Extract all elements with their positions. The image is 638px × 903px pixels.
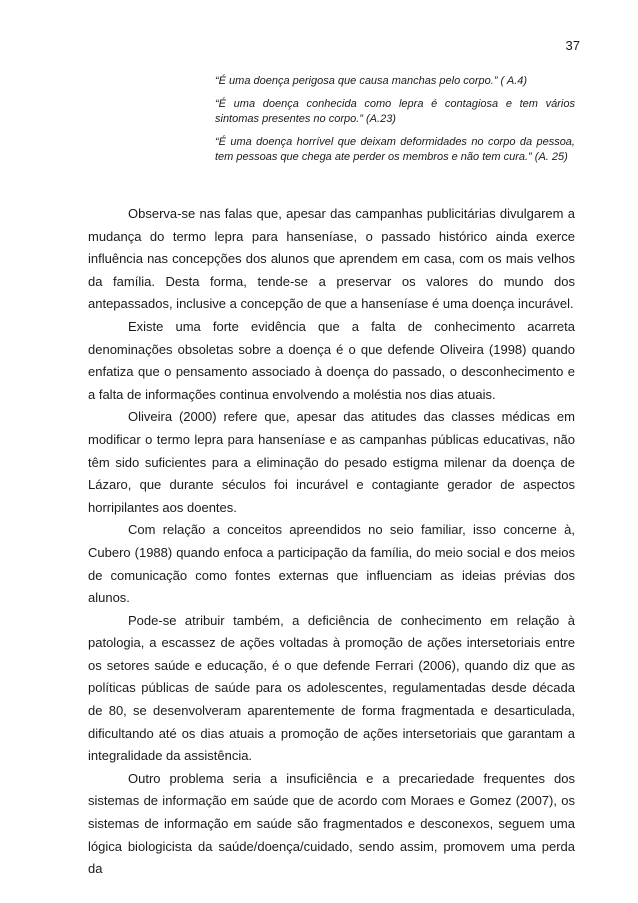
- paragraph: Com relação a conceitos apreendidos no seio familiar, isso concerne à, Cubero (1988) quando enfoca a participação da família, do meio social e dos meios de comunicação como fontes externas que influenciam as ideias prévias dos alunos.: [88, 522, 575, 606]
- paragraph: Existe uma forte evidência que a falta de conhecimento acarreta denominações obsoletas sobre a doença é o que defende Oliveira (1998) quando enfatiza que o pensamento associado à doença do passado, o desconhecimento e a falta de informações continua envolvendo a moléstia nos dias atuais.: [88, 318, 575, 402]
- paragraph: Observa-se nas falas que, apesar das campanhas publicitárias divulgarem a mudança do termo lepra para hanseníase, o passado histórico ainda exerce influência nas concepções dos alunos que aprendem em casa, com os mais velhos da família. Desta forma, tende-se a preservar os valores do mundo dos antepassados, inclusive a concepção de que a hanseníase é uma doença incurável.: [88, 206, 575, 312]
- paragraph: Pode-se atribuir também, a deficiência de conhecimento em relação à patologia, a escassez de ações voltadas à promoção de ações intersetoriais entre os setores saúde e educação, é o que defende Ferrari (2006), quando diz que as políticas públicas de saúde para os adolescentes, regulamentadas desde década de 80, se desenvolveram aparentemente de forma fragmentada e desarticulada, dificultando até os dias atuais a promoção de ações intersetoriais que garantam a integralidade da assistência.: [88, 612, 575, 764]
- quotes-block: [215, 74, 575, 173]
- paragraph: Outro problema seria a insuficiência e a precariedade frequentes dos sistemas de informação em saúde que de acordo com Moraes e Gomez (2007), os sistemas de informação em saúde são fragmentados e desconexos, seguem uma lógica biologicista da saúde/doença/cuidado, sendo assim, promovem uma perda da: [88, 770, 575, 877]
- quote-a23: “É uma doença conhecida como lepra é contagiosa e tem vários sintomas presentes no corpo.” (A.23): [215, 98, 575, 125]
- body-text: [88, 203, 575, 881]
- quote-a25: “É uma doença horrível que deixam deformidades no corpo da pessoa, tem pessoas que chega ate perder os membros e não tem cura.” (A. 25): [215, 136, 575, 163]
- page-number: 37: [565, 38, 580, 53]
- quote-a4: “É uma doença perigosa que causa manchas pelo corpo.” ( A.4): [215, 75, 528, 87]
- paragraph: Oliveira (2000) refere que, apesar das atitudes das classes médicas em modificar o termo lepra para hanseníase e as campanhas públicas educativas, não têm sido suficientes para a eliminação do pesado estigma milenar da doença de Lázaro, que durante séculos foi incurável e contagiante gerador de aspectos horripilantes aos doentes.: [88, 409, 575, 515]
